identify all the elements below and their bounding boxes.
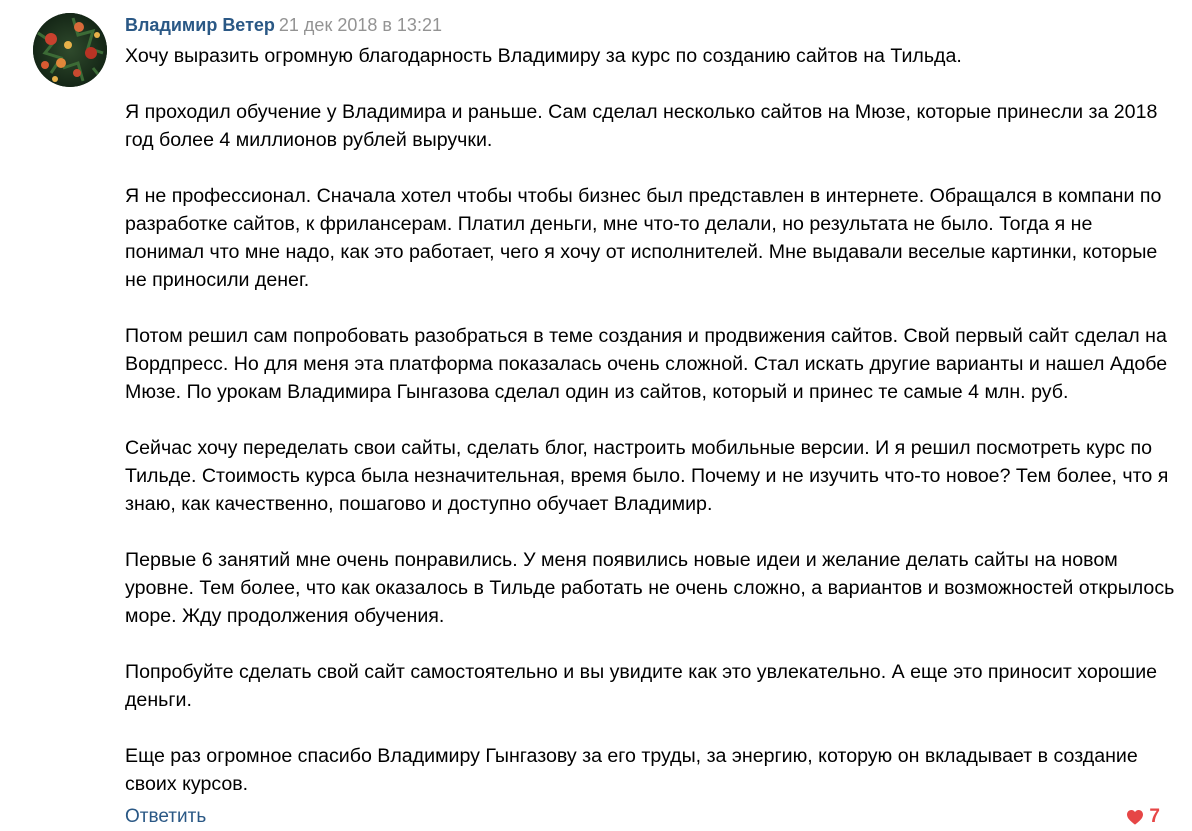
- comment-paragraph: Я проходил обучение у Владимира и раньше. Сам сделал несколько сайтов на Мюзе, которые принесли за 2018 год более 4 миллионов рублей выручки.: [125, 101, 1158, 151]
- comment-body: [125, 12, 1175, 798]
- like-button[interactable]: [1126, 803, 1160, 831]
- avatar[interactable]: [33, 13, 107, 87]
- comment-header: [125, 12, 1175, 38]
- comment-date[interactable]: 21 дек 2018 в 13:21: [278, 15, 442, 35]
- author-name[interactable]: Владимир Ветер: [125, 15, 275, 35]
- comment-paragraph: Еще раз огромное спасибо Владимиру Гынгазову за его труды, за энергию, которую он вкладывает в создание своих курсов.: [125, 745, 1138, 795]
- heart-icon: [1126, 809, 1144, 825]
- likes-count: 7: [1149, 806, 1160, 827]
- comment-paragraph: Попробуйте сделать свой сайт самостоятельно и вы увидите как это увлекательно. А еще это приносит хорошие деньги.: [125, 661, 1158, 711]
- comment-text: [125, 42, 1175, 798]
- comment-paragraph: Хочу выразить огромную благодарность Владимиру за курс по созданию сайтов на Тильда.: [125, 45, 962, 67]
- comment-paragraph: Я не профессионал. Сначала хотел чтобы чтобы бизнес был представлен в интернете. Обращался в компани по разработке сайтов, к фрилансерам. Платил деньги, мне что-то делали, но результата не было. Тогда я не понимал что мне надо, как это работает, чего я хочу от исполнителей. Мне выдавали веселые картинки, которые не приносили денег.: [125, 185, 1162, 291]
- comment-paragraph: Первые 6 занятий мне очень понравились. У меня появились новые идеи и желание делать сайты на новом уровне. Тем более, что как оказалось в Тильде работать не очень сложно, а вариантов и возможностей открылось море. Жду продолжения обучения.: [125, 549, 1175, 627]
- comment-paragraph: Потом решил сам попробовать разобраться в теме создания и продвижения сайтов. Свой первый сайт сделал на Вордпресс. Но для меня эта платформа показалась очень сложной. Стал искать другие варианты и нашел Адобе Мюзе. По урокам Владимира Гынгазова сделал один из сайтов, который и принес те самые 4 млн. руб.: [125, 325, 1168, 403]
- comment-paragraph: Сейчас хочу переделать свои сайты, сделать блог, настроить мобильные версии. И я решил посмотреть курс по Тильде. Стоимость курса была незначительная, время было. Почему и не изучить что-то новое? Тем более, что я знаю, как качественно, пошагово и доступно обучает Владимир.: [125, 437, 1169, 515]
- reply-button[interactable]: Ответить: [125, 806, 207, 827]
